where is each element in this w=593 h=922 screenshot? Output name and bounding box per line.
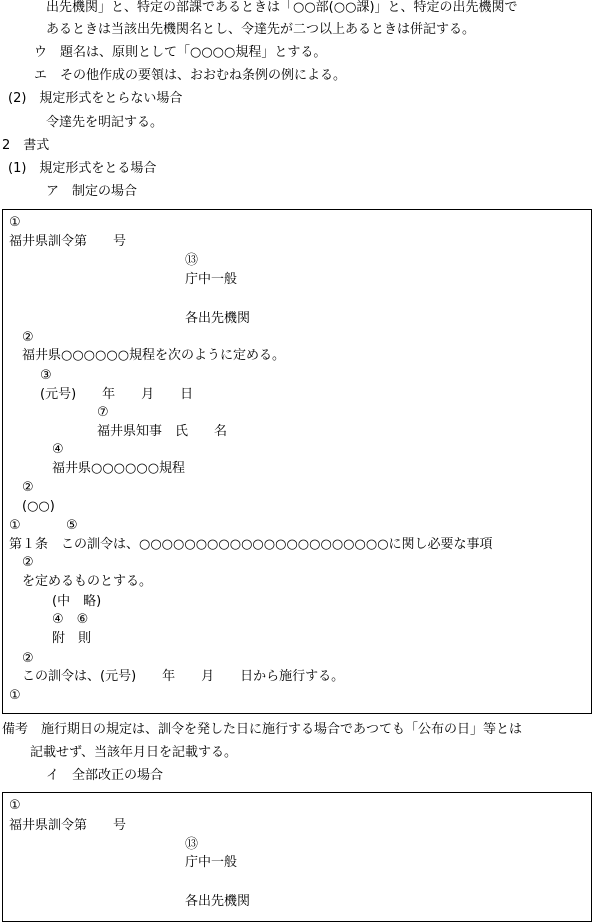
regulation-title: 福井県○○○○○○規程 [52, 461, 186, 476]
marker: ② [22, 330, 34, 345]
marker: ② [22, 480, 34, 495]
purpose-line: 福井県○○○○○○規程を次のように定める。 [22, 348, 286, 363]
directive-number: 福井県訓令第 号 [9, 234, 127, 249]
template-box-full-revision [2, 792, 592, 922]
marker: ① [9, 798, 21, 813]
marker: ② [22, 651, 34, 666]
section-2-body: 令達先を明記する。 [46, 115, 164, 130]
directive-number: 福井県訓令第 号 [9, 818, 127, 833]
item-u: ウ 題名は、原則として「○○○○規程」とする。 [34, 45, 327, 60]
article-caption: (○○) [22, 499, 55, 514]
recipient-branches: 各出先機関 [185, 311, 251, 326]
marker: ② [22, 555, 34, 570]
item-i: イ 全部改正の場合 [46, 768, 164, 783]
marker: ① [9, 215, 21, 230]
article-1-cont: を定めるものとする。 [22, 574, 153, 589]
marker: ⑬ [185, 253, 199, 268]
section-1-heading: (1) 規定形式をとる場合 [8, 161, 157, 176]
marker: ⑬ [185, 837, 199, 852]
marker: ⑦ [97, 405, 109, 420]
marker: ⑤ [66, 518, 78, 533]
intro-line-1: 出先機関」と、特定の部課であるときは「○○部(○○課)」と、特定の出先機関で [46, 0, 518, 15]
remarks-line-1: 備考 施行期日の規定は、訓令を発した日に施行する場合であつても「公布の日」等とは [2, 722, 523, 737]
article-1: 第１条 この訓令は、○○○○○○○○○○○○○○○○○○○○○○に関し必要な事項 [9, 537, 493, 552]
section-2-heading: (2) 規定形式をとらない場合 [8, 91, 183, 106]
marker: ① [9, 518, 21, 533]
recipient-branches: 各出先機関 [185, 894, 251, 909]
heading-2: 2 書式 [2, 138, 50, 153]
date-line: (元号) 年 月 日 [40, 387, 194, 402]
remarks-line-2: 記載せず、当該年月日を記載する。 [30, 745, 237, 760]
omitted: (中 略) [52, 594, 102, 609]
recipient-internal: 庁中一般 [185, 855, 238, 870]
marker: ④ ⑥ [52, 612, 89, 627]
supplementary-heading: 附 則 [52, 631, 92, 646]
item-a: ア 制定の場合 [46, 184, 138, 199]
recipient-internal: 庁中一般 [185, 272, 238, 287]
governor-line: 福井県知事 氏 名 [97, 424, 228, 439]
item-e: エ その他作成の要領は、おおむね条例の例による。 [34, 68, 347, 83]
effective-date-line: この訓令は、(元号) 年 月 日から施行する。 [22, 669, 345, 684]
marker: ④ [52, 442, 64, 457]
marker: ① [9, 688, 21, 703]
intro-line-2: あるときは当該出先機関名とし、令達先が二つ以上あるときは併記する。 [46, 22, 476, 37]
marker: ③ [40, 368, 52, 383]
